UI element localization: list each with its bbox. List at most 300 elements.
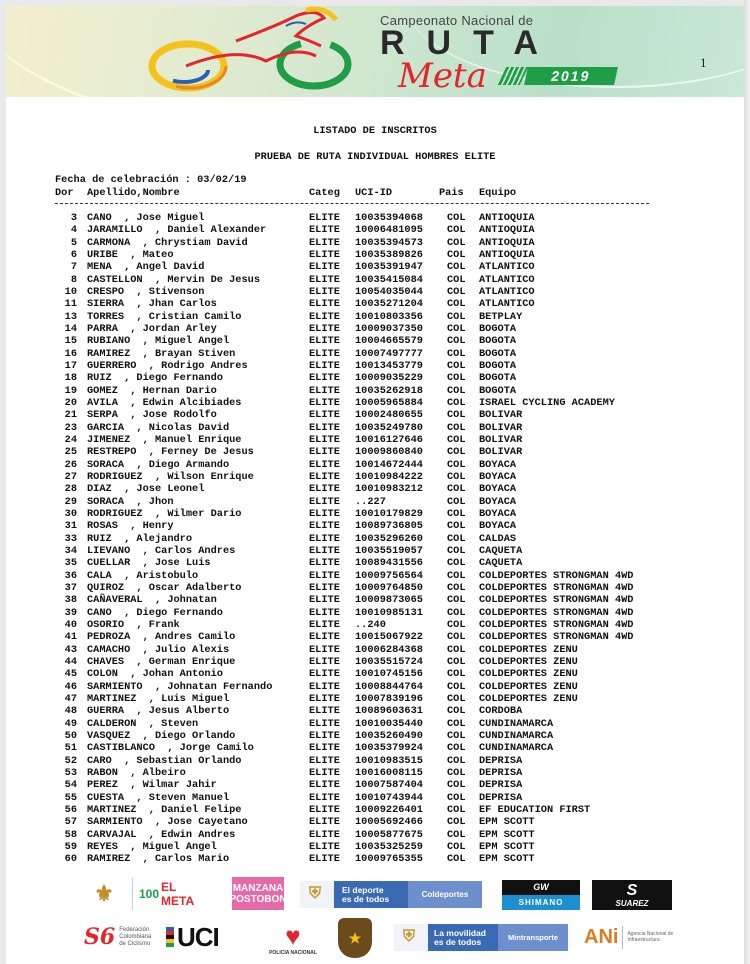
rider-uci-id: ..240 (355, 618, 386, 631)
fcc-line1: Federación (119, 926, 150, 933)
table-row (0, 483, 750, 495)
rider-uci-id: 10009765355 (355, 853, 423, 866)
table-row (0, 582, 750, 594)
rider-name: RODRIGUEZ , Wilmer Dario (87, 507, 242, 520)
table-row (0, 446, 750, 458)
rider-category: ELITE (309, 273, 340, 286)
rider-uci-id: 10035394068 (355, 212, 423, 224)
rider-name: CANO , Jose Miguel (87, 212, 205, 224)
mintransporte-slogan-line1: La movilidad (434, 927, 486, 938)
rider-team: ANTIOQUIA (479, 224, 535, 237)
header-pais: Pais (439, 187, 464, 199)
banner-ruta: RUTA (380, 24, 560, 62)
shimano-name: SHIMANO (502, 895, 580, 910)
table-row (0, 237, 750, 249)
rider-team: EPM SCOTT (479, 828, 535, 841)
rider-dorsal: 36 (64, 569, 77, 582)
rider-category: ELITE (309, 396, 340, 409)
table-row (0, 779, 750, 791)
rider-uci-id: 10035519057 (355, 544, 423, 557)
rider-uci-id: 10035394573 (355, 236, 423, 249)
rider-category: ELITE (309, 594, 340, 607)
rider-country: COL (447, 520, 466, 533)
rider-dorsal: 21 (64, 409, 77, 422)
rider-name: CASTELLON , Mervin De Jesus (87, 273, 261, 286)
rider-uci-id: 10006481095 (355, 224, 423, 237)
uci-rainbow-bars-icon (166, 927, 174, 947)
el-meta-name: EL META (161, 880, 195, 908)
rider-uci-id: 10035262918 (355, 384, 423, 397)
rider-uci-id: 10004665579 (355, 335, 423, 348)
rider-category: ELITE (309, 458, 340, 471)
rider-country: COL (447, 446, 466, 459)
rider-name: GUERRERO , Rodrigo Andres (87, 359, 248, 372)
table-row (0, 631, 750, 643)
rider-uci-id: 10016127646 (355, 433, 423, 446)
rider-country: COL (447, 322, 466, 335)
rider-country: COL (447, 236, 466, 249)
rider-uci-id: 10035379924 (355, 742, 423, 755)
policia-name: POLICIA NACIONAL (269, 950, 317, 956)
rider-dorsal: 47 (64, 692, 77, 705)
rider-uci-id: 10035391947 (355, 261, 423, 274)
rider-category: ELITE (309, 569, 340, 582)
document-subtitle (0, 151, 750, 163)
rider-name: MARTINEZ , Daniel Felipe (87, 803, 242, 816)
rider-dorsal: 17 (64, 359, 77, 372)
rider-dorsal: 11 (64, 298, 77, 311)
rider-team: BOYACA (479, 470, 517, 483)
table-row (0, 792, 750, 804)
colombia-crest-icon: ⛨ (402, 928, 415, 945)
wheel-front (280, 42, 348, 86)
coldeportes-slogan-line1: El deporte (342, 884, 384, 895)
rider-dorsal: 48 (64, 705, 77, 718)
federacion-colombiana-ciclismo-logo (84, 924, 154, 950)
event-date: Fecha de celebración : 03/02/19 (55, 174, 247, 186)
rider-team: BOYACA (479, 483, 517, 496)
table-row (0, 755, 750, 767)
rider-name: AVILA , Edwin Alcibiades (87, 396, 242, 409)
rider-uci-id: 10054035044 (355, 285, 423, 298)
mintransporte-slogan (428, 924, 498, 951)
rider-dorsal: 54 (64, 779, 77, 792)
rider-category: ELITE (309, 532, 340, 545)
rider-country: COL (447, 828, 466, 841)
rider-category: ELITE (309, 507, 340, 520)
rider-country: COL (447, 569, 466, 582)
meta-department-crest-icon: ⚜ (94, 881, 114, 906)
rider-uci-id: 10007497777 (355, 347, 423, 360)
rider-dorsal: 26 (64, 458, 77, 471)
rider-country: COL (447, 532, 466, 545)
rider-country: COL (447, 853, 466, 866)
rider-team: CALDAS (479, 532, 517, 545)
rider-arm (286, 22, 306, 26)
rider-country: COL (447, 779, 466, 792)
rider-uci-id: 10009037350 (355, 322, 423, 335)
rider-team: COLDEPORTES STRONGMAN 4WD (479, 569, 634, 582)
rider-dorsal: 45 (64, 668, 77, 681)
rider-country: COL (447, 544, 466, 557)
rider-dorsal: 14 (64, 322, 77, 335)
rider-name: SERPA , Jose Rodolfo (87, 409, 217, 422)
table-row (0, 261, 750, 273)
rider-country: COL (447, 717, 466, 730)
rider-team: BETPLAY (479, 310, 523, 323)
rider-dorsal: 16 (64, 347, 77, 360)
table-row (0, 434, 750, 446)
rider-category: ELITE (309, 717, 340, 730)
rider-uci-id: 10009035229 (355, 372, 423, 385)
rider-uci-id: ..227 (355, 495, 386, 508)
table-row (0, 471, 750, 483)
rider-name: SARMIENTO , Johnatan Fernando (87, 680, 273, 693)
table-row (0, 459, 750, 471)
rider-uci-id: 10002480655 (355, 409, 423, 422)
page-number: 1 (700, 55, 707, 70)
manzana-line1: MANZANA (232, 882, 284, 894)
rider-name: SORACA , Jhon (87, 495, 174, 508)
rider-uci-id: 10035249780 (355, 421, 423, 434)
rider-dorsal: 38 (64, 594, 77, 607)
table-row (0, 545, 750, 557)
rider-uci-id: 10089603631 (355, 705, 423, 718)
document-title (0, 125, 750, 137)
ani-text (627, 931, 673, 943)
rider-category: ELITE (309, 248, 340, 261)
rider-team: COLDEPORTES STRONGMAN 4WD (479, 606, 634, 619)
rider-team: BOGOTA (479, 359, 517, 372)
manzana-postobon-logo (229, 877, 287, 910)
table-row (0, 520, 750, 532)
rider-uci-id: 10005877675 (355, 828, 423, 841)
rider-country: COL (447, 458, 466, 471)
rider-name: PEDROZA , Andres Camilo (87, 631, 236, 644)
rider-category: ELITE (309, 705, 340, 718)
rider-category: ELITE (309, 828, 340, 841)
table-row (0, 718, 750, 730)
table-row (0, 385, 750, 397)
rider-category: ELITE (309, 668, 340, 681)
table-row (0, 829, 750, 841)
table-row (0, 409, 750, 421)
rider-name: CANO , Diego Fernando (87, 606, 223, 619)
rider-team: BOLIVAR (479, 421, 523, 434)
rider-dorsal: 13 (64, 310, 77, 323)
rider-dorsal: 49 (64, 717, 77, 730)
coldeportes-name: Coldeportes (408, 881, 482, 908)
rider-name: GUERRA , Jesus Alberto (87, 705, 230, 718)
rider-category: ELITE (309, 618, 340, 631)
rider-category: ELITE (309, 544, 340, 557)
rider-team: BOLIVAR (479, 409, 523, 422)
mintransporte-logo (394, 924, 568, 951)
rider-dorsal: 19 (64, 384, 77, 397)
table-row (0, 348, 750, 360)
rider-team: BOYACA (479, 495, 517, 508)
rider-uci-id: 10010743944 (355, 791, 423, 804)
table-row (0, 681, 750, 693)
rider-uci-id: 10005965884 (355, 396, 423, 409)
banner-campeonato: Campeonato Nacional de (380, 13, 534, 28)
table-row (0, 311, 750, 323)
rider-name: CAMACHO , Julio Alexis (87, 643, 230, 656)
bike-frame (186, 52, 316, 66)
rider-name: DIAZ , Jose Leonel (87, 483, 205, 496)
rider-category: ELITE (309, 853, 340, 866)
rider-name: RAMIREZ , Brayan Stiven (87, 347, 236, 360)
rider-name: CALA , Aristobulo (87, 569, 199, 582)
rider-uci-id: 10035271204 (355, 298, 423, 311)
rider-category: ELITE (309, 779, 340, 792)
rider-category: ELITE (309, 816, 340, 829)
rider-dorsal: 3 (70, 212, 77, 224)
rider-country: COL (447, 372, 466, 385)
rider-dorsal: 8 (70, 273, 77, 286)
rider-uci-id: 10010983212 (355, 483, 423, 496)
header-uci-id: UCI-ID (355, 187, 393, 199)
rider-category: ELITE (309, 655, 340, 668)
rider-dorsal: 60 (64, 853, 77, 866)
table-row (0, 298, 750, 310)
rider-team: BOYACA (479, 507, 517, 520)
table-row (0, 804, 750, 816)
rider-country: COL (447, 495, 466, 508)
rider-dorsal: 43 (64, 643, 77, 656)
header-separator (55, 203, 649, 204)
rider-dorsal: 5 (70, 236, 77, 249)
rider-dorsal: 52 (64, 754, 77, 767)
uci-name: UCI (177, 921, 219, 952)
rider-country: COL (447, 655, 466, 668)
rider-body (236, 12, 324, 46)
rider-name: PEREZ , Wilmar Jahir (87, 779, 217, 792)
rider-category: ELITE (309, 803, 340, 816)
table-row (0, 557, 750, 569)
rider-category: ELITE (309, 384, 340, 397)
rider-team: EPM SCOTT (479, 816, 535, 829)
rider-dorsal: 51 (64, 742, 77, 755)
rider-country: COL (447, 668, 466, 681)
rider-name: REYES , Miguel Angel (87, 840, 217, 853)
rider-team: ATLANTICO (479, 261, 535, 274)
rider-name: GARCIA , Nicolas David (87, 421, 230, 434)
rider-team: DEPRISA (479, 779, 523, 792)
mintransporte-slogan-line2: es de todos (434, 936, 482, 947)
header-dor: Dor (55, 187, 74, 199)
rider-uci-id: 10010984222 (355, 470, 423, 483)
header-equipo: Equipo (479, 187, 517, 199)
rider-team: COLDEPORTES ZENU (479, 680, 578, 693)
rider-dorsal: 57 (64, 816, 77, 829)
rider-category: ELITE (309, 372, 340, 385)
rider-uci-id: 10035325259 (355, 840, 423, 853)
suarez-logo (592, 880, 672, 910)
table-row (0, 397, 750, 409)
rider-team: ANTIOQUIA (479, 248, 535, 261)
rider-uci-id: 10009764850 (355, 581, 423, 594)
ani-line2: Infraestructura (627, 937, 660, 943)
rider-team: ANTIOQUIA (479, 212, 535, 224)
rider-team: COLDEPORTES STRONGMAN 4WD (479, 618, 634, 631)
rider-uci-id: 10010745156 (355, 668, 423, 681)
rider-country: COL (447, 310, 466, 323)
rider-uci-id: 10010035440 (355, 717, 423, 730)
colombia-crest-icon: ⛨ (308, 885, 321, 902)
rider-category: ELITE (309, 261, 340, 274)
rider-team: BOGOTA (479, 384, 517, 397)
rider-dorsal: 4 (70, 224, 77, 237)
el-meta-prefix: 100 (139, 887, 160, 901)
fcc-line2: Colombiana (119, 933, 152, 940)
rider-category: ELITE (309, 347, 340, 360)
banner-meta: Meta (398, 56, 487, 96)
rider-dorsal: 37 (64, 581, 77, 594)
rider-uci-id: 10010983515 (355, 754, 423, 767)
rider-uci-id: 10009860840 (355, 446, 423, 459)
rider-name: RUBIANO , Miguel Angel (87, 335, 230, 348)
rider-country: COL (447, 248, 466, 261)
rider-team: ATLANTICO (479, 273, 535, 286)
rider-country: COL (447, 606, 466, 619)
uci-logo (166, 921, 248, 952)
rider-team: COLDEPORTES ZENU (479, 668, 578, 681)
rider-dorsal: 7 (70, 261, 77, 274)
table-row (0, 422, 750, 434)
table-row (0, 508, 750, 520)
rider-name: RODRIGUEZ , Wilson Enrique (87, 470, 254, 483)
rider-dorsal: 53 (64, 766, 77, 779)
rider-team: EPM SCOTT (479, 840, 535, 853)
document-title-text: LISTADO DE INSCRITOS (313, 125, 437, 137)
rider-category: ELITE (309, 335, 340, 348)
rider-team: CUNDINAMARCA (479, 729, 554, 742)
rider-category: ELITE (309, 470, 340, 483)
coldeportes-slogan-line2: es de todos (342, 893, 390, 904)
rider-team: BOGOTA (479, 372, 517, 385)
rider-country: COL (447, 581, 466, 594)
rider-dorsal: 56 (64, 803, 77, 816)
rider-uci-id: 10035260490 (355, 729, 423, 742)
rider-country: COL (447, 409, 466, 422)
rider-name: COLON , Johan Antonio (87, 668, 223, 681)
rider-uci-id: 10008844764 (355, 680, 423, 693)
rider-dorsal: 58 (64, 828, 77, 841)
table-row (0, 853, 750, 865)
rider-uci-id: 10016008115 (355, 766, 423, 779)
rider-team: CORDOBA (479, 705, 523, 718)
rider-country: COL (447, 754, 466, 767)
rider-name: ROSAS , Henry (87, 520, 174, 533)
table-row (0, 619, 750, 631)
rider-category: ELITE (309, 520, 340, 533)
rider-name: RABON , Albeiro (87, 766, 186, 779)
rider-category: ELITE (309, 236, 340, 249)
rider-uci-id: 10007587404 (355, 779, 423, 792)
el-meta-logo (132, 878, 212, 910)
document-subtitle-text: PRUEBA DE RUTA INDIVIDUAL HOMBRES ELITE (254, 151, 496, 163)
rider-category: ELITE (309, 285, 340, 298)
rider-name: JIMENEZ , Manuel Enrique (87, 433, 242, 446)
rider-name: RAMIREZ , Carlos Mario (87, 853, 230, 866)
rider-name: CUELLAR , Jose Luis (87, 557, 211, 570)
rider-team: BOLIVAR (479, 433, 523, 446)
rider-name: CAÑAVERAL , Johnatan (87, 594, 217, 607)
rider-dorsal: 55 (64, 791, 77, 804)
rider-country: COL (447, 298, 466, 311)
coldeportes-slogan (334, 881, 408, 908)
rider-country: COL (447, 680, 466, 693)
rider-uci-id: 10009873065 (355, 594, 423, 607)
rider-name: SARMIENTO , Jose Cayetano (87, 816, 248, 829)
rider-dorsal: 40 (64, 618, 77, 631)
fcc-line3: de Ciclismo (119, 940, 151, 947)
rider-dorsal: 30 (64, 507, 77, 520)
ani-mark: ANi (584, 926, 623, 949)
rider-country: COL (447, 729, 466, 742)
rider-category: ELITE (309, 643, 340, 656)
rider-category: ELITE (309, 680, 340, 693)
rider-category: ELITE (309, 446, 340, 459)
rider-country: COL (447, 557, 466, 570)
cyclist-logo-icon (146, 6, 386, 97)
rider-category: ELITE (309, 692, 340, 705)
rider-category: ELITE (309, 766, 340, 779)
rider-uci-id: 10010985131 (355, 606, 423, 619)
rider-name: LIEVANO , Carlos Andres (87, 544, 236, 557)
rider-dorsal: 24 (64, 433, 77, 446)
mintransporte-name: Mintransporte (498, 924, 568, 951)
rider-team: COLDEPORTES ZENU (479, 643, 578, 656)
sponsor-logos (6, 872, 744, 964)
rider-country: COL (447, 791, 466, 804)
rider-dorsal: 50 (64, 729, 77, 742)
rider-country: COL (447, 618, 466, 631)
suarez-name: SUAREZ (615, 898, 649, 908)
banner-year: 2019 (524, 67, 618, 85)
rider-team: COLDEPORTES ZENU (479, 692, 578, 705)
rider-uci-id: 10013453779 (355, 359, 423, 372)
rider-category: ELITE (309, 631, 340, 644)
rider-uci-id: 10005692466 (355, 816, 423, 829)
rider-team: BOGOTA (479, 335, 517, 348)
rider-country: COL (447, 705, 466, 718)
rider-team: CAQUETA (479, 557, 523, 570)
rider-dorsal: 6 (70, 248, 77, 261)
rider-team: BOYACA (479, 520, 517, 533)
rider-name: CARVAJAL , Edwin Andres (87, 828, 236, 841)
rider-category: ELITE (309, 606, 340, 619)
rider-name: SIERRA , Jhan Carlos (87, 298, 217, 311)
rider-category: ELITE (309, 742, 340, 755)
rider-country: COL (447, 742, 466, 755)
rider-uci-id: 10010179829 (355, 507, 423, 520)
policia-nacional-logo (264, 918, 322, 960)
table-header (0, 187, 750, 199)
rider-country: COL (447, 261, 466, 274)
heart-icon: ♥ (285, 921, 301, 951)
table-row (0, 274, 750, 286)
rider-country: COL (447, 470, 466, 483)
rider-team: EPM SCOTT (479, 853, 535, 866)
rider-name: CUESTA , Steven Manuel (87, 791, 230, 804)
rider-dorsal: 34 (64, 544, 77, 557)
table-row (0, 533, 750, 545)
rider-team: BOGOTA (479, 322, 517, 335)
rider-name: SORACA , Diego Armando (87, 458, 230, 471)
rider-uci-id: 10015067922 (355, 631, 423, 644)
